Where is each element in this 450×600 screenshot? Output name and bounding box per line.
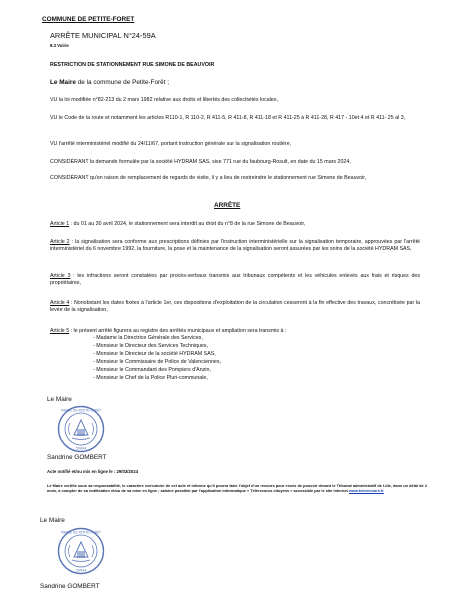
recipient: - Monsieur le Chef de la Police Pluri-communale, [93,375,208,381]
seal-graphic [57,405,105,453]
article-5-text: : le présent arrêté figurera au registre des arrêtés municipaux et ampliation sera transmis à : [69,328,287,334]
vu-1: VU la loi modifiée n°82-213 du 2 mars 1982 relative aux droits et libertés des collectivités locales, [50,97,278,103]
considerant-1: CONSIDÉRANT la demande formulée par la société HYDRAM SAS, sise 771 rue du faubourg-Rosult, en date du 15 mars 2024, [50,159,351,165]
signature-role: Le Maire [40,517,65,524]
considerant-2: CONSIDÉRANT qu'en raison de remplacement de regards de visite, il y a lieu de restreindre le stationnement rue Simone de Beauvoir, [50,175,367,181]
document-title: RESTRICTION DE STATIONNEMENT RUE SIMONE DE BEAUVOIR [50,62,215,68]
publication-date: Acte notifié et/ou mis en ligne le : 29/03/2024 [47,469,138,474]
signatory-name: Sandrine GOMBERT [40,583,100,590]
article-4-label: Article 4 [50,300,70,306]
article-4 [50,300,420,314]
seal-lettering: MAIRIE DE PETITE-FORÊT [61,530,101,535]
intro-line [50,80,169,86]
arrete-heading: ARRÊTE [214,202,241,209]
commune-name: COMMUNE DE PETITE-FORET [42,16,135,23]
seal-graphic [57,527,105,575]
recipient: - Monsieur le Directeur des Services Techniques, [93,343,209,349]
article-3-label: Article 3 [50,273,71,279]
article-5 [50,328,420,335]
article-5-label: Article 5 [50,328,70,334]
legal-notice [47,483,427,494]
article-1 [50,221,420,228]
article-3 [50,273,420,287]
recipient: - Monsieur le Directeur de la société HYDRAM SAS, [93,351,216,357]
mairie-seal [57,527,105,575]
signature-role: Le Maire [47,396,72,403]
article-2-label: Article 2 [50,239,70,245]
recipient: - Madame la Directrice Générale des Services, [93,335,203,341]
article-1-label: Article 1 [50,221,70,227]
recipient: - Monsieur le Commissaire de Police de Valenciennes, [93,359,221,365]
category: 8.3 Voirie [50,43,69,48]
seal-postcode: 59494 [75,568,87,573]
article-2-text: : la signalisation sera conforme aux prescriptions définies par l'instruction interministérielle sur la signalisation temporaire, approuvées par l'arrêté interministériel du 6 novembre 1992, la fourniture, la pose et la maintenance de la signalisation seront assurées par les soins de la société HYDRAM SAS, [50,239,421,252]
mairie-seal [57,405,105,453]
article-4-text: : Nonobstant les dates fixées à l'article 1er, ces dispositions d'exploitation de la circulation cesseront à la fin effective des travaux, concrétisée par la levée de la signalisation, [50,300,420,313]
vu-3: VU l'arrêté interministériel modifié du 24/11/67, portant instruction générale sur la signalisation routière, [50,141,292,147]
vu-2: VU le Code de la route et notamment les articles R110-1, R 110-2, R 411-5, R 411-8, R 411-18 et R 411-25 à R 411-28, R 417 - 10et 4 et R 411- 25 al 3, [50,115,406,121]
telerecours-link[interactable]: www.telerecours.fr [348,488,384,494]
maire-bold: Le Maire [50,79,76,86]
seal-postcode: 59494 [75,446,87,451]
signatory-name: Sandrine GOMBERT [47,454,107,461]
article-3-text: : les infractions seront constatées par procès-verbaux transmis aux tribunaux compétents et les véhicules enlevés aux frais et risques des propriétaires, [50,273,420,286]
maire-rest: de la commune de Petite-Forêt ; [75,79,170,86]
legal-text: Le Maire certifie sous sa responsabilité, le caractère exécutoire de cet acte et informe qu'il pourra faire l'objet d'un recours pour excès de pouvoir devant le Tribunal administratif de Lille, dans un délai de 2 mois, à compter de sa notification et/ou de sa mise en ligne ; saisine possible par l'application informatique « Télérecours citoyens » accessible par le site internet [47,483,427,494]
article-2 [50,239,420,253]
arrete-number: ARRÊTE MUNICIPAL N°24-59A [50,31,156,40]
seal-lettering: MAIRIE DE PETITE-FORÊT [61,408,101,413]
recipient: - Monsieur le Commandant des Pompiers d'Anzin, [93,367,211,373]
article-1-text: : du 01 au 30 avril 2024, le stationnement sera interdit au droit du n°8 de la rue Simone de Beauvoir, [69,221,306,227]
